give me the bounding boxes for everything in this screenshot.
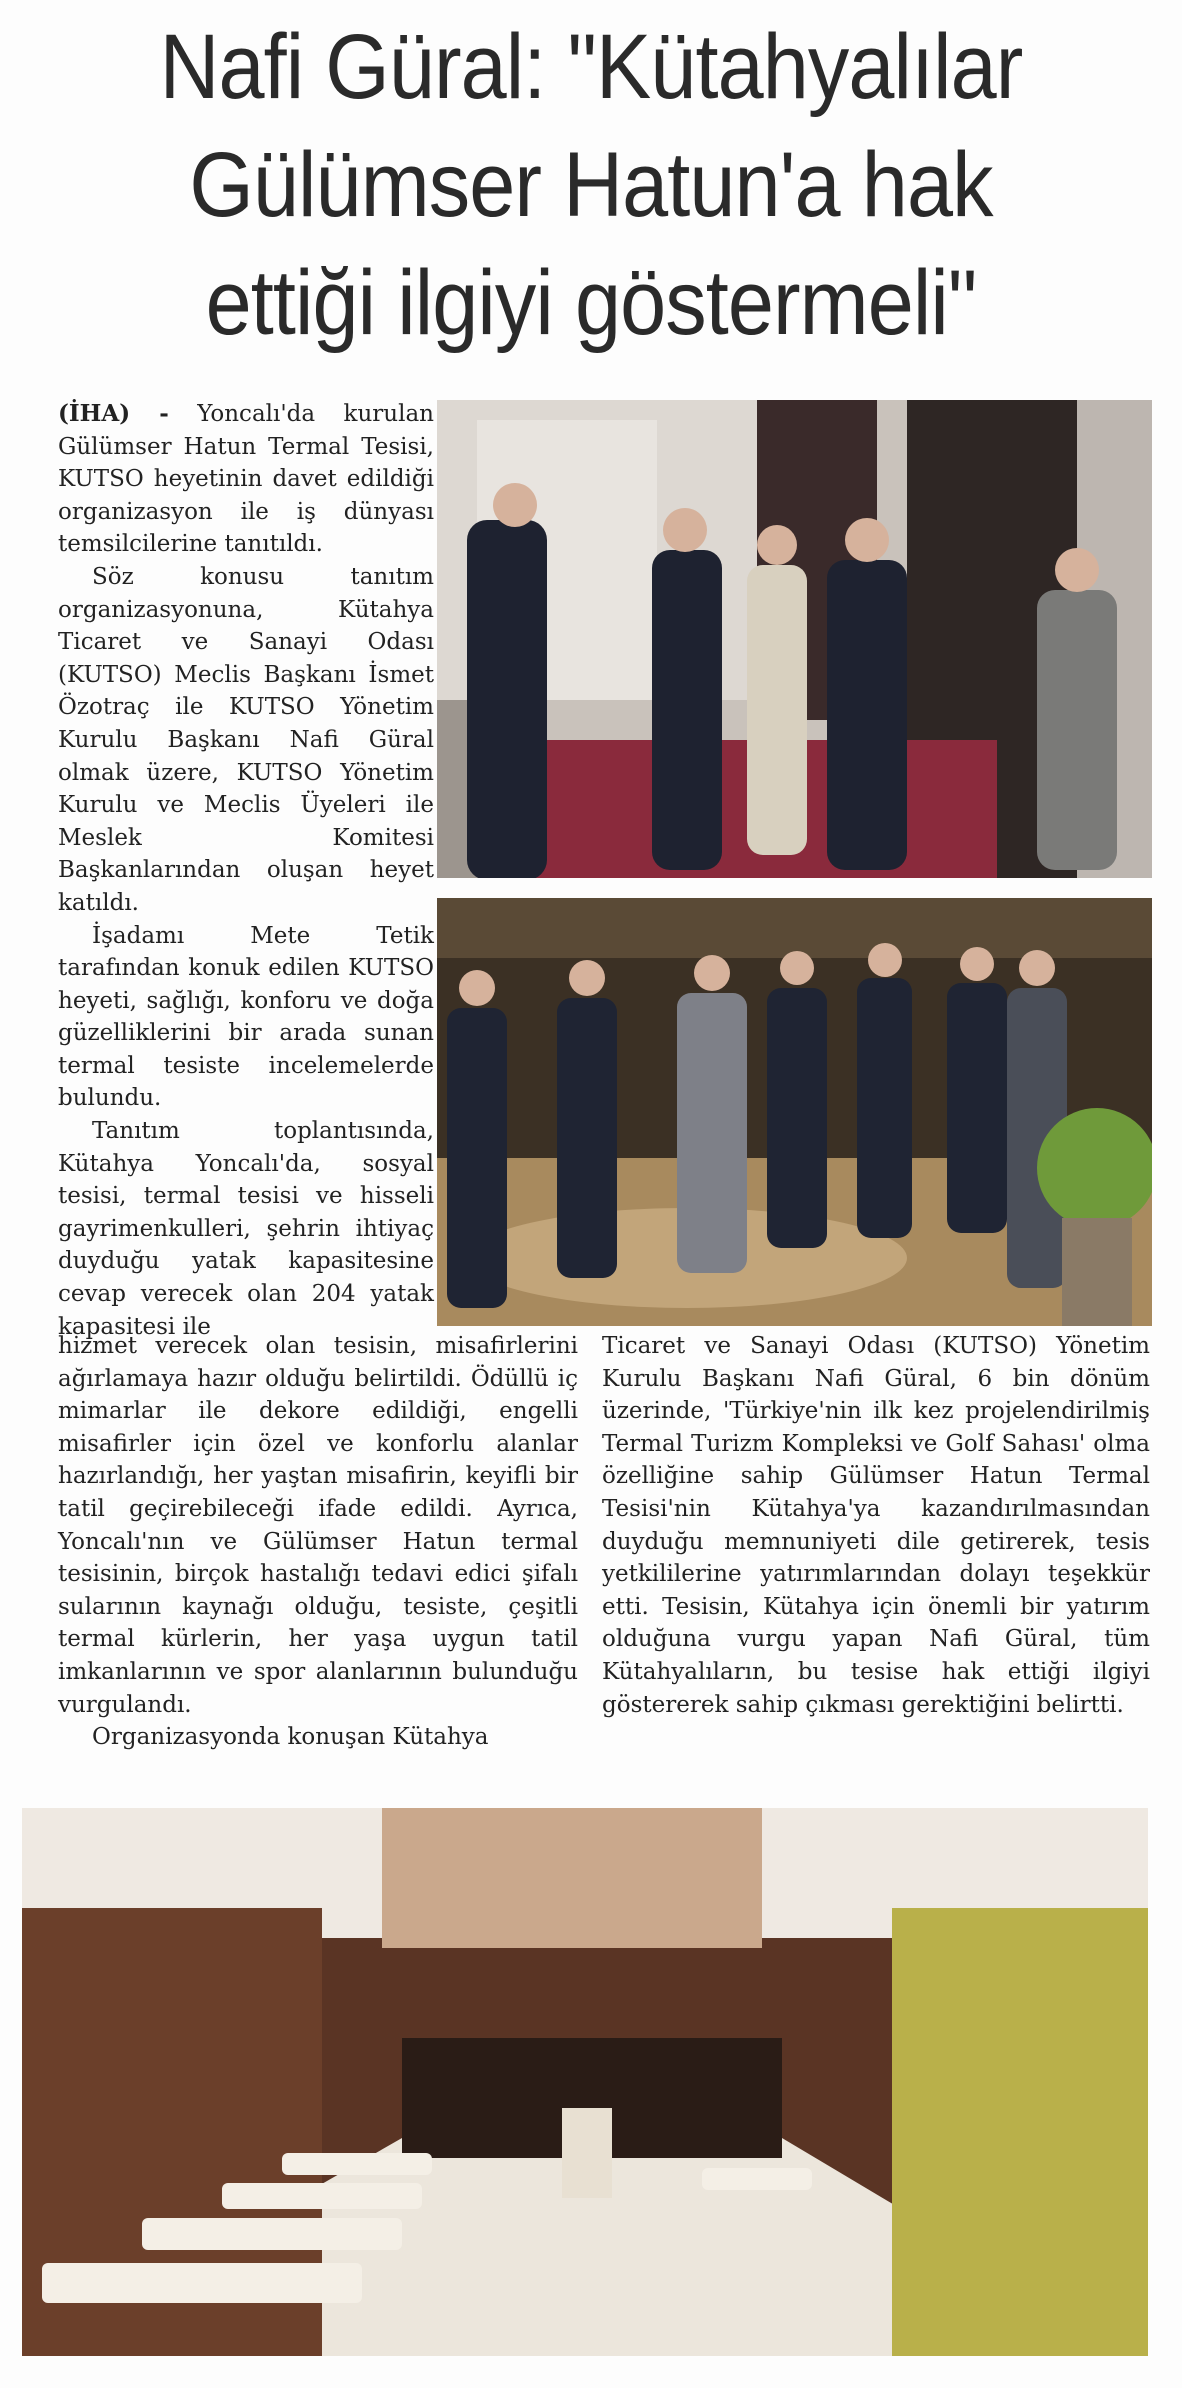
article-column-left (58, 398, 434, 1343)
intro-text: Yoncalı'da kurulan Gülümser Hatun Termal Tesisi, KUTSO heyetinin davet edildiği organizasyon ile iş dünyası temsilcilerine tanıtıldı. (58, 401, 434, 558)
photo-spa-interior (22, 1808, 1148, 2356)
article-paragraph: Ticaret ve Sanayi Odası (KUTSO) Yönetim Kurulu Başkanı Nafi Güral, 6 bin dönüm üzerinde, 'Türkiye'nin ilk kez projelendirilmiş Termal Turizm Kompleksi ve Golf Sahası' olma özelliğine sahip Gülümser Hatun Termal Tesisi'nin Kütahya'ya kazandırılmasından duyduğu memnuniyeti dile getirerek, tesis yetkililerine yatırımlarından dolayı teşekkür etti. Tesisin, Kütahya için önemli bir yatırım olduğuna vurgu yapan Nafi Güral, tüm Kütahyalıların, bu tesise hak ettiği ilgiyi göstererek sahip çıkması gerektiğini belirtti. (602, 1333, 1150, 1718)
photo-group-lobby (437, 898, 1152, 1326)
article-paragraph: Söz konusu tanıtım organizasyonuna, Kütahya Ticaret ve Sanayi Odası (KUTSO) Meclis Başkanı İsmet Özotraç ile KUTSO Yönetim Kurulu Başkanı Nafi Güral olmak üzere, KUTSO Yönetim Kurulu ve Meclis Üyeleri ile Meslek Komitesi Başkanlarından oluşan heyet katıldı. (58, 563, 434, 916)
news-agency-source: (İHA) - (58, 400, 169, 427)
article-headline (72, 8, 1111, 362)
article-paragraph: İşadamı Mete Tetik tarafından konuk edilen KUTSO heyeti, sağlığı, konforu ve doğa güzelliklerini bir arada sunan termal tesiste incelemelerde bulundu. (58, 922, 434, 1112)
group-lobby-image (437, 898, 1152, 1326)
article-column-bottom-right (602, 1330, 1150, 1721)
photo-delegation-corridor (437, 400, 1152, 878)
spa-interior-image (22, 1808, 1148, 2356)
article-column-bottom-left (58, 1330, 578, 1754)
article-paragraph: Tanıtım toplantısında, Kütahya Yoncalı'da, sosyal tesisi, termal tesisi ve hisseli gayrimenkulleri, şehrin ihtiyaç duyduğu yatak kapasitesine cevap verecek olan 204 yatak kapasitesi ile (58, 1118, 434, 1340)
delegation-corridor-image (437, 400, 1152, 878)
headline-line: Nafi Güral: "Kütahyalılar (159, 16, 1023, 118)
article-paragraph-intro (58, 398, 434, 561)
headline-line: ettiği ilgiyi göstermeli" (205, 252, 977, 354)
article-paragraph: Organizasyonda konuşan Kütahya (92, 1724, 489, 1751)
article-paragraph-continued: hizmet verecek olan tesisin, misafirlerini ağırlamaya hazır olduğu belirtildi. Ödüllü iç mimarlar ile dekore edildiği, engelli misafirler için özel ve konforlu alanlar hazırlandığı, her yaştan misafirin, keyifli bir tatil geçirebileceği ifade edildi. Ayrıca, Yoncalı'nın ve Gülümser Hatun termal tesisinin, birçok hastalığı tedavi edici şifalı sularının kaynağı olduğu, tesiste, çeşitli termal kürlerin, her yaşa uygun tatil imkanlarının ve spor alanlarının bulunduğu vurgulandı. (58, 1333, 578, 1718)
headline-line: Gülümser Hatun'a hak (189, 134, 993, 236)
